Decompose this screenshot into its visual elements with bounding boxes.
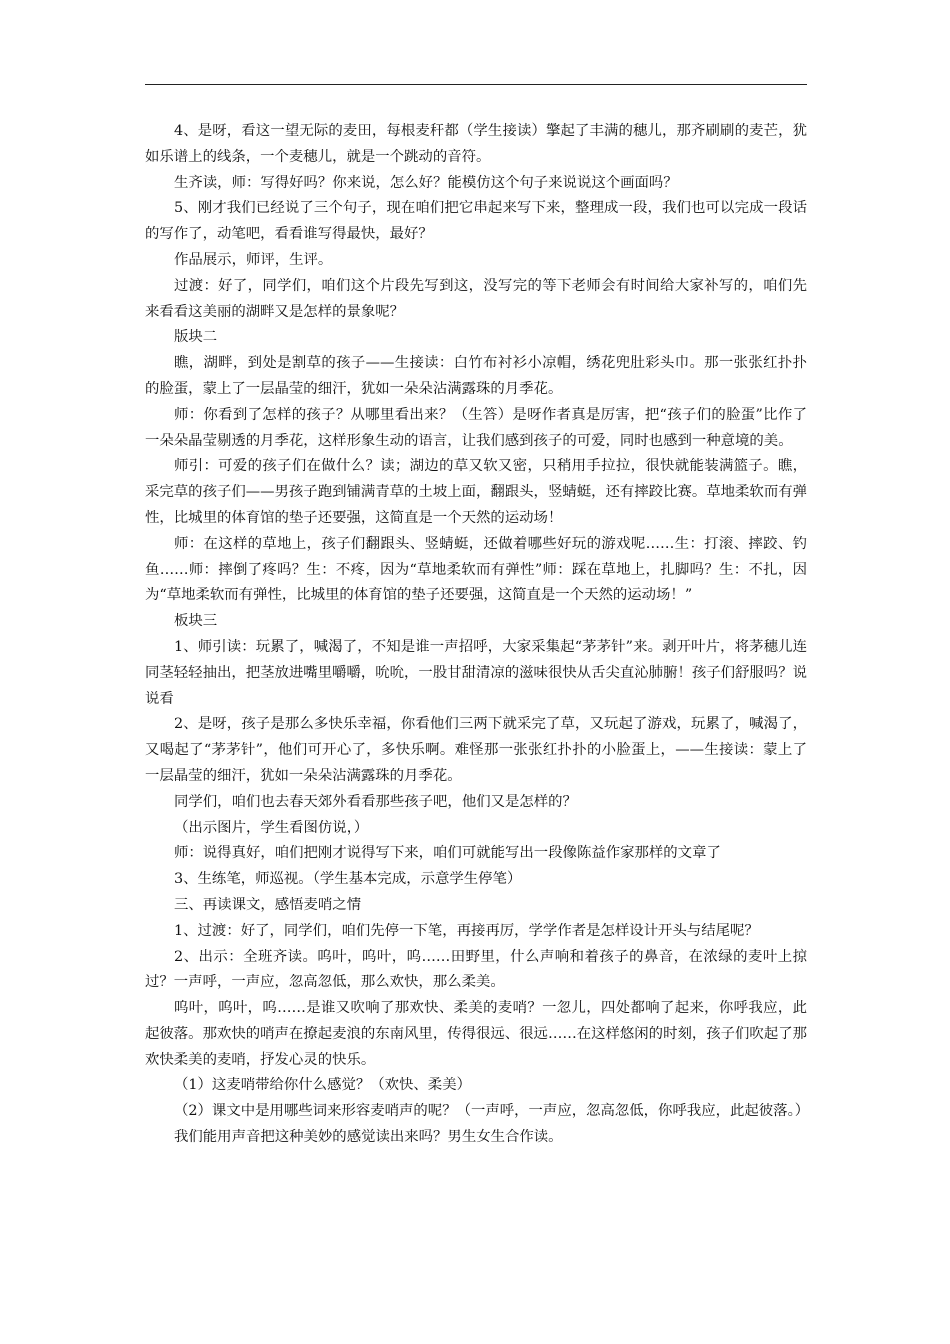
- section-heading: 板块三: [174, 613, 218, 630]
- section-heading: 版块二: [174, 329, 218, 346]
- document-body: [145, 119, 810, 1151]
- paragraph: 师：说得真好，咱们把刚才说得写下来，咱们可就能写出一段像陈益作家那样的文章了: [174, 845, 721, 862]
- paragraph: 师引：可爱的孩子们在做什么？读；湖边的草又软又密，只稍用手拉拉，很快就能装满篮子。瞧，采完草的孩子们——男孩子跑到铺满青草的土坡上面，翻跟头，竖蜻蜓，还有摔跤比赛。草地柔软而有弹性，比城里的体育馆的垫子还要强，这简直是一个天然的运动场！: [145, 458, 807, 526]
- paragraph: 呜叶，呜叶，呜……是谁又吹响了那欢快、柔美的麦哨？一忽儿，四处都响了起来，你呼我应，此起彼落。那欢快的哨声在撩起麦浪的东南风里，传得很远、很远……在这样悠闲的时刻，孩子们吹起了那欢快柔美的麦哨，抒发心灵的快乐。: [145, 1000, 807, 1068]
- header-rule: [145, 84, 807, 85]
- section-heading: 三、再读课文，感悟麦哨之情: [174, 896, 362, 913]
- paragraph: 同学们，咱们也去春天郊外看看那些孩子吧，他们又是怎样的？: [174, 793, 577, 810]
- paragraph: 1、师引读：玩累了，喊渴了，不知是谁一声招呼，大家采集起“茅茅针”来。剥开叶片，将茅穗儿连同茎轻轻抽出，把茎放进嘴里嚼嚼，吮吮，一股甘甜清凉的滋味很快从舌尖直沁肺腑！孩子们舒服吗？说说看: [145, 638, 807, 707]
- paragraph: 师：在这样的草地上，孩子们翻跟头、竖蜻蜓，还做着哪些好玩的游戏呢……生：打滚、摔跤、钓鱼……师：摔倒了疼吗？生：不疼，因为“草地柔软而有弹性”师：踩在草地上，扎脚吗？生：不扎，因为“草地柔软而有弹性，比城里的体育馆的垫子还要强，这简直是一个天然的运动场！”: [145, 535, 807, 604]
- paragraph: （1）这麦哨带给你什么感觉？（欢快、柔美）: [174, 1077, 471, 1094]
- paragraph: （2）课文中是用哪些词来形容麦哨声的呢？（一声呼，一声应，忽高忽低，你呼我应，此起彼落。）: [174, 1103, 810, 1120]
- paragraph: 师：你看到了怎样的孩子？从哪里看出来？（生答）是呀作者真是厉害，把“孩子们的脸蛋”比作了一朵朵晶莹剔透的月季花，这样形象生动的语言，让我们感到孩子的可爱，同时也感到一种意境的美。: [145, 406, 807, 449]
- paragraph: 瞧，湖畔，到处是割草的孩子——生接读：白竹布衬衫小凉帽，绣花兜肚彩头巾。那一张张红扑扑的脸蛋，蒙上了一层晶莹的细汗，犹如一朵朵沾满露珠的月季花。: [145, 355, 807, 397]
- paragraph: 我们能用声音把这种美妙的感觉读出来吗？男生女生合作读。: [174, 1129, 563, 1146]
- paragraph: 1、过渡：好了，同学们，咱们先停一下笔，再接再厉，学学作者是怎样设计开头与结尾呢？: [174, 922, 759, 939]
- paragraph: （出示图片，学生看图仿说，）: [174, 819, 369, 836]
- paragraph: 3、生练笔，师巡视。（学生基本完成，示意学生停笔）: [174, 871, 522, 888]
- paragraph: 5、刚才我们已经说了三个句子，现在咱们把它串起来写下来，整理成一段，我们也可以完成一段话的写作了，动笔吧，看看谁写得最快，最好？: [145, 200, 807, 243]
- paragraph: 作品展示，师评，生评。: [174, 251, 333, 268]
- paragraph: 2、是呀，孩子是那么多快乐幸福，你看他们三两下就采完了草，又玩起了游戏，玩累了，喊渴了，又喝起了“茅茅针”，他们可开心了，多快乐啊。难怪那一张张红扑扑的小脸蛋上，——生接读：蒙上了一层晶莹的细汗，犹如一朵朵沾满露珠的月季花。: [145, 716, 807, 784]
- paragraph: 2、出示：全班齐读。呜叶，呜叶，呜……田野里，什么声响和着孩子的鼻音，在浓绿的麦叶上掠过？一声呼，一声应，忽高忽低，那么欢快，那么柔美。: [145, 948, 807, 991]
- paragraph: 4、是呀，看这一望无际的麦田，每根麦秆都（学生接读）擎起了丰满的穗儿，那齐刷刷的麦芒，犹如乐谱上的线条，一个麦穗儿，就是一个跳动的音符。: [145, 123, 807, 165]
- paragraph: 过渡：好了，同学们，咱们这个片段先写到这，没写完的等下老师会有时间给大家补写的，咱们先来看看这美丽的湖畔又是怎样的景象呢？: [145, 277, 807, 320]
- paragraph: 生齐读，师：写得好吗？你来说，怎么好？能模仿这个句子来说说这个画面吗？: [174, 174, 678, 191]
